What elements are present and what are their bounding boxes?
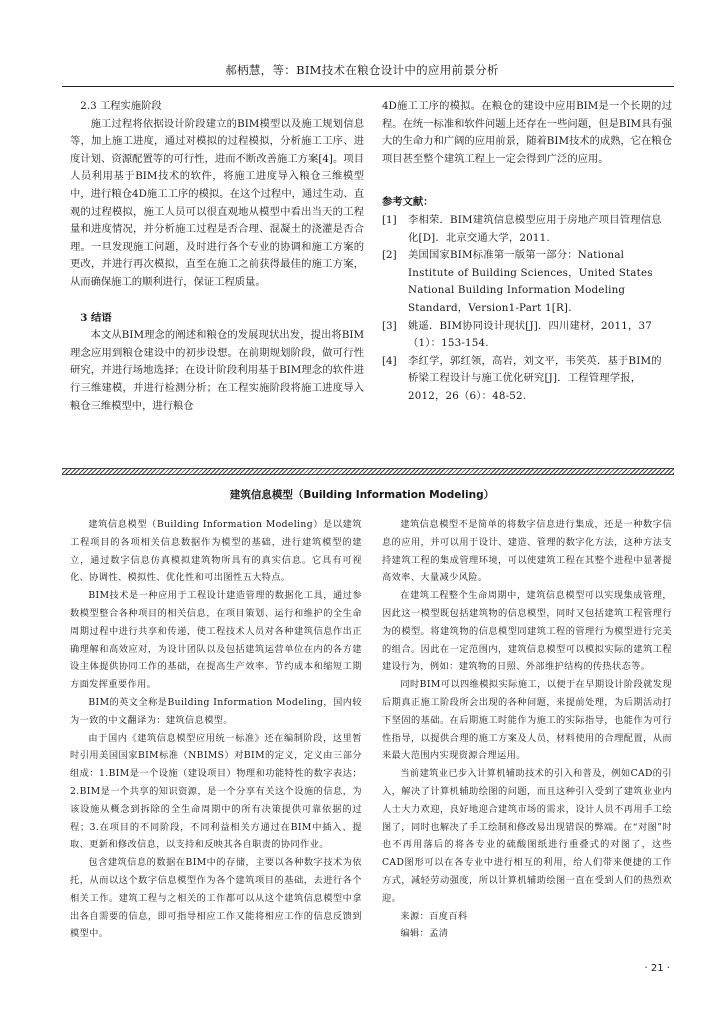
reference-item [382, 247, 672, 317]
conclusion-heading: 3 结语 [80, 311, 112, 324]
conclusion-paragraph: 本文从BIM理念的阐述和粮仓的发展现状出发，提出将BIM理念应用到粮仓建设中的初步设想。在前期规划阶段，做可行性研究，并进行场地选择；在设计阶段利用基于BIM理念的软件进行三维建模，并进行检测分析；在工程实施阶段将施工进度导入粮仓三维模型中，进行粮仓 [70, 329, 364, 412]
box-paragraph: 由于国内《建筑信息模型应用统一标准》还在编制阶段，这里暂时引用美国国家BIM标准（NBIMS）对BIM的定义，定义由三部分组成：1.BIM是一个设施（建设项目）物理和功能特性的数字表达；2.BIM是一个共享的知识资源，是一个分享有关这个设施的信息，为该设施从概念到拆除的全生命周期中的所有决策提供可靠依据的过程；3.在项目的不同阶段，不同利益相关方通过在BIM中插入、提取、更新和修改信息，以支持和反映其各自职责的协同作业。 [70, 732, 362, 851]
references-title: 参考文献： [382, 196, 434, 209]
left-column [70, 98, 364, 415]
reference-text: 美国国家BIM标准第一版第一部分：National Institute of Building Sciences，United States National Building Information Modeling Standard，Version1-Part 1[R]. [408, 249, 653, 314]
header-rule [62, 86, 674, 87]
reference-text: 李相荣．BIM建筑信息模型应用于房地产项目管理信息化[D]．北京交通大学，2011. [408, 213, 662, 244]
reference-item [382, 212, 672, 247]
box-title: 建筑信息模型（Building Information Modeling） [229, 489, 495, 501]
box-paragraph: 在建筑工程整个生命周期中，建筑信息模型可以实现集成管理，因此这一模型既包括建筑物的信息模型，同时又包括建筑工程管理行为的模型。将建筑物的信息模型同建筑工程的管理行为模型进行完美的组合。因此在一定范围内，建筑信息模型可以模拟实际的建筑工程建设行为，例如：建筑物的日照、外部维护结构的传热状态等。 [382, 590, 672, 673]
page-number: · 21 · [644, 963, 670, 974]
box-paragraph: 包含建筑信息的数据在BIM中的存储，主要以各种数字技术为依托，从而以这个数字信息模型作为各个建筑项目的基础，去进行各个相关工作。建筑工程与之相关的工作都可以从这个建筑信息模型中拿出各自需要的信息，即可指导相应工作又能将相应工作的信息反馈到模型中。 [70, 857, 362, 940]
box-paragraph: BIM技术是一种应用于工程设计建造管理的数据化工具，通过参数模型整合各种项目的相关信息，在项目策划、运行和维护的全生命周期过程中进行共享和传递，使工程技术人员对各种建筑信息作出正确理解和高效应对，为设计团队以及包括建筑运营单位在内的各方建设主体提供协同工作的基础，在提高生产效率、节约成本和缩短工期方面发挥重要作用。 [70, 590, 362, 691]
box-source: 来源：百度百科 [400, 910, 468, 922]
section-divider [62, 468, 674, 475]
box-editor: 编辑：孟清 [400, 928, 449, 940]
reference-number: [1] [382, 213, 397, 226]
reference-text: 李红学，郭红领，高岩，刘文平，韦笑英．基于BIM的桥梁工程设计与施工优化研究[J]．工程管理学报，2012，26（6）：48-52. [408, 354, 662, 402]
continuation-paragraph: 4D施工工序的模拟。在粮仓的建设中应用BIM是一个长期的过程。在统一标准和软件问题上还存在一些问题，但是BIM具有强大的生命力和广阔的应用前景，随着BIM技术的成熟，它在粮仓项目甚至整个建筑工程上一定会得到广泛的应用。 [382, 100, 672, 165]
section-heading-2-3: 2.3 工程实施阶段 [80, 100, 162, 112]
box-right-column [382, 516, 672, 943]
reference-number: [3] [382, 319, 397, 332]
box-paragraph: 建筑信息模型（Building Information Modeling）是以建筑工程项目的各项相关信息数据作为模型的基础，进行建筑模型的建立，通过数字信息仿真模拟建筑物所具有的真实信息。它具有可视化、协调性、模拟性、优化性和可出图性五大特点。 [70, 519, 362, 584]
box-paragraph: 当前建筑业已步入计算机辅助技术的引入和普及，例如CAD的引入，解决了计算机辅助绘图的问题，而且这种引入受到了建筑业业内人士大力欢迎，良好地迎合建筑市场的需求，设计人员不再用手工绘图了，同时也解决了手工绘制和修改易出现错误的弊端。在“对图”时也不再用落后的将各专业的硫酸图纸进行重叠式的对图了，这些CAD图形可以在各专业中进行相互的利用，给人们带来便捷的工作方式，减轻劳动强度，所以计算机辅助绘图一直在受到人们的热烈欢迎。 [382, 768, 672, 904]
section-paragraph: 施工过程将依据设计阶段建立的BIM模型以及施工规划信息等，加上施工进度，通过对模拟的过程模拟，分析施工工序、进度计划、资源配置等的可行性，进而不断改善施工方案[4]。项目人员利用基于BIM技术的软件，将施工进度导入粮仓三维模型中，进行粮仓4D施工工序的模拟。在这个过程中，通过生动、直观的过程模拟，施工人员可以很直观地从模型中看出当天的工程量和进度情况，并分析施工过程是否合理、混凝土的浇灌是否合理。一旦发现施工问题，及时进行各个专业的协调和施工方案的更改，并进行再次模拟，直至在施工之前获得最佳的施工方案，从而确保施工的顺利进行，保证工程质量。 [70, 117, 364, 288]
reference-item [382, 353, 672, 406]
box-left-column [70, 516, 362, 943]
right-column [382, 98, 672, 406]
box-paragraph: 同时BIM可以四维模拟实际施工，以便于在早期设计阶段就发现后期真正施工阶段所会出现的各种问题，来提前处理，为后期活动打下坚固的基础。在后期施工时能作为施工的实际指导，也能作为可行性指导，以提供合理的施工方案及人员，材料使用的合理配置，从而来最大范围内实现资源合理运用。 [382, 679, 672, 762]
reference-text: 姚遥．BIM协同设计现状[J]．四川建材，2011，37（1）：153-154. [408, 319, 652, 350]
reference-item [382, 318, 672, 353]
reference-number: [4] [382, 354, 397, 367]
reference-number: [2] [382, 249, 397, 262]
running-header: 郝柄慧，等：BIM技术在粮仓设计中的应用前景分析 [225, 63, 499, 77]
box-paragraph: 建筑信息模型不是简单的将数字信息进行集成，还是一种数字信息的应用，并可以用于设计、建造、管理的数字化方法，这种方法支持建筑工程的集成管理环境，可以使建筑工程在其整个进程中显著提高效率、大量减少风险。 [382, 519, 672, 584]
box-paragraph: BIM的英文全称是Building Information Modeling，国内较为一致的中文翻译为：建筑信息模型。 [70, 696, 362, 726]
